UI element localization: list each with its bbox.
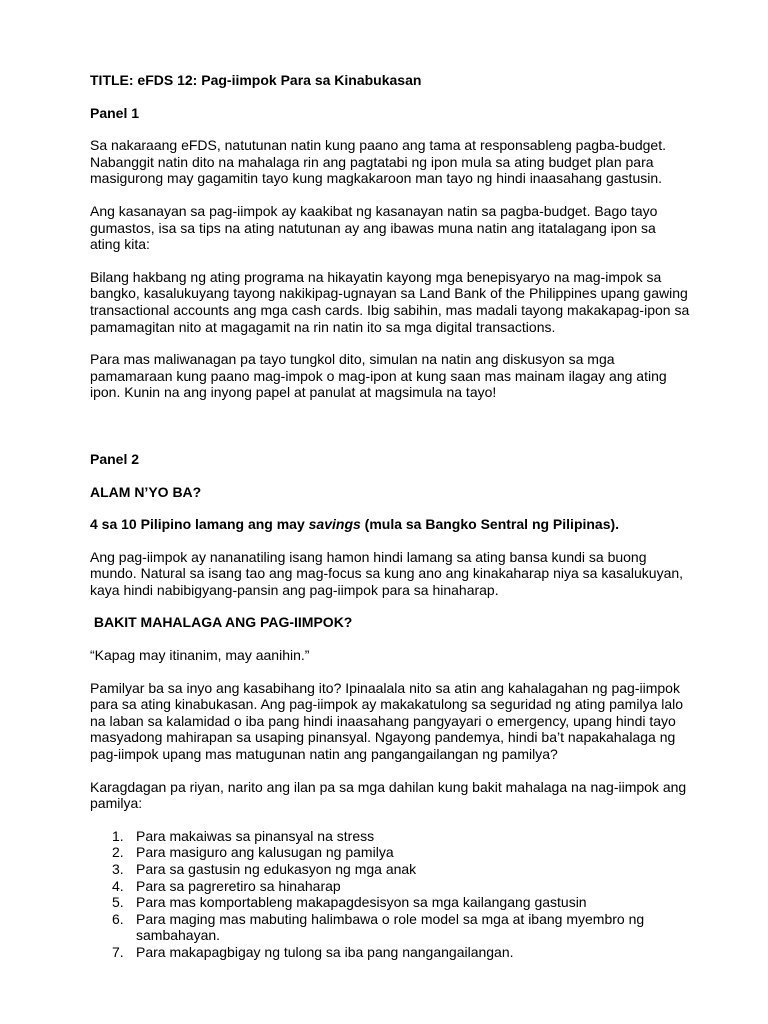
pamilyar-paragraph: Pamilyar ba sa inyo ang kasabihang ito? Ipinaalala nito sa atin ang kahalagahan ng pag-iimpok para sa ating kinabukasan. Ang pag-iimpok ay makakatulong sa seguridad ng ating pamilya lalo na laban sa kalamidad o iba pang hindi inaasahang pangyayari o emergency, upang hindi tayo masyadong mahirapan sa usaping pinansyal. Ngayong pandemya, hindi ba’t napakahalaga ng pag-iimpok upang mas matugunan natin ang pangangailangan ng pamilya? xyxy=(90,679,684,763)
list-item-number: 3. xyxy=(112,861,124,877)
list-item xyxy=(90,828,690,845)
alam-nyo-ba-heading: ALAM N’YO BA? xyxy=(90,483,202,500)
list-item-number: 6. xyxy=(112,910,124,927)
list-item-text: Para maging mas mabuting halimbawa o role model sa mga at ibang myembro ng sambahayan. xyxy=(136,910,645,944)
list-item xyxy=(90,861,690,878)
proverb-quote: “Kapag may itinanim, may aanihin.” xyxy=(90,647,310,664)
list-item-text: Para masiguro ang kalusugan ng pamilya xyxy=(136,844,394,861)
list-item xyxy=(90,944,690,961)
list-item-number: 1. xyxy=(112,827,124,844)
panel1-heading: Panel 1 xyxy=(90,104,140,121)
document-title: TITLE: eFDS 12: Pag-iimpok Para sa Kinabukasan xyxy=(90,72,422,88)
list-item xyxy=(90,844,690,861)
savings-statistic xyxy=(90,516,690,533)
list-item-text: Para mas komportableng makapagdesisyon sa mga kailangang gastusin xyxy=(136,894,587,911)
list-item-number: 5. xyxy=(112,894,124,911)
panel1-paragraph-3: Bilang hakbang ng ating programa na hikayatin kayong mga benepisyaryo na mag-impok sa bangko, kasalukuyang tayong nakikipag-ugnayan sa Land Bank of the Philippines upang gawing transactional accounts ang mga cash cards. Ibig sabihin, mas madali tayong makakapag-ipon sa pamamagitan nito at magagamit na rin natin ito sa mga digital transactions. xyxy=(90,268,690,335)
bakit-mahalaga-heading: BAKIT MAHALAGA ANG PAG-IIMPOK? xyxy=(90,614,353,631)
panel1-paragraph-1: Sa nakaraang eFDS, natutunan natin kung paano ang tama at responsableng pagba-budget. Nabanggit natin dito na mahalaga rin ang pagtatabi ng ipon mula sa ating budget plan para masigurong may gagamitin tayo kung magkakaroon man tayo ng hindi inaasahang gastusin. xyxy=(90,137,666,187)
karagdagan-paragraph: Karagdagan pa riyan, narito ang ilan pa sa mga dahilan kung bakit mahalaga na nag-iimpok ang pamilya: xyxy=(90,778,687,812)
list-item-number: 4. xyxy=(112,877,124,894)
reasons-list xyxy=(90,828,690,961)
list-item-number: 2. xyxy=(112,844,124,861)
list-item-text: Para makapagbigay ng tulong sa iba pang nangangailangan. xyxy=(136,943,514,960)
list-item xyxy=(90,911,690,944)
list-item xyxy=(90,878,690,895)
panel2-heading: Panel 2 xyxy=(90,450,140,467)
list-item-text: Para sa pagreretiro sa hinaharap xyxy=(136,877,341,894)
panel1-paragraph-2: Ang kasanayan sa pag-iimpok ay kaakibat ng kasanayan natin sa pagba-budget. Bago tayo gumastos, isa sa tips na ating natutunan ay ang ibawas muna natin ang itatalagang ipon sa ating kita: xyxy=(90,202,658,253)
panel1-paragraph-4: Para mas maliwanagan pa tayo tungkol dito, simulan na natin ang diskusyon sa mga pamamaraan kung paano mag-impok o mag-ipon at kung saan mas mainam ilagay ang ating ipon. Kunin na ang inyong papel at panulat at magsimula na tayo! xyxy=(90,351,667,401)
list-item-text: Para makaiwas sa pinansyal na stress xyxy=(136,827,375,844)
statistic-text-end: (mula sa Bangko Sentral ng Pilipinas). xyxy=(360,516,620,533)
list-item-number: 7. xyxy=(112,943,124,960)
statistic-savings-emphasis: savings xyxy=(308,516,361,533)
list-item-text: Para sa gastusin ng edukasyon ng mga anak xyxy=(136,861,417,877)
document-page xyxy=(90,72,690,961)
statistic-text-start: 4 sa 10 Pilipino lamang ang may xyxy=(90,516,309,533)
list-item xyxy=(90,894,690,911)
intro-paragraph: Ang pag-iimpok ay nananatiling isang hamon hindi lamang sa ating bansa kundi sa buong mundo. Natural sa isang tao ang mag-focus sa kung ano ang kinakaharap niya sa kasalukuyan, kaya hindi nabibigyang-pansin ang pag-iimpok para sa hinaharap. xyxy=(90,548,684,598)
